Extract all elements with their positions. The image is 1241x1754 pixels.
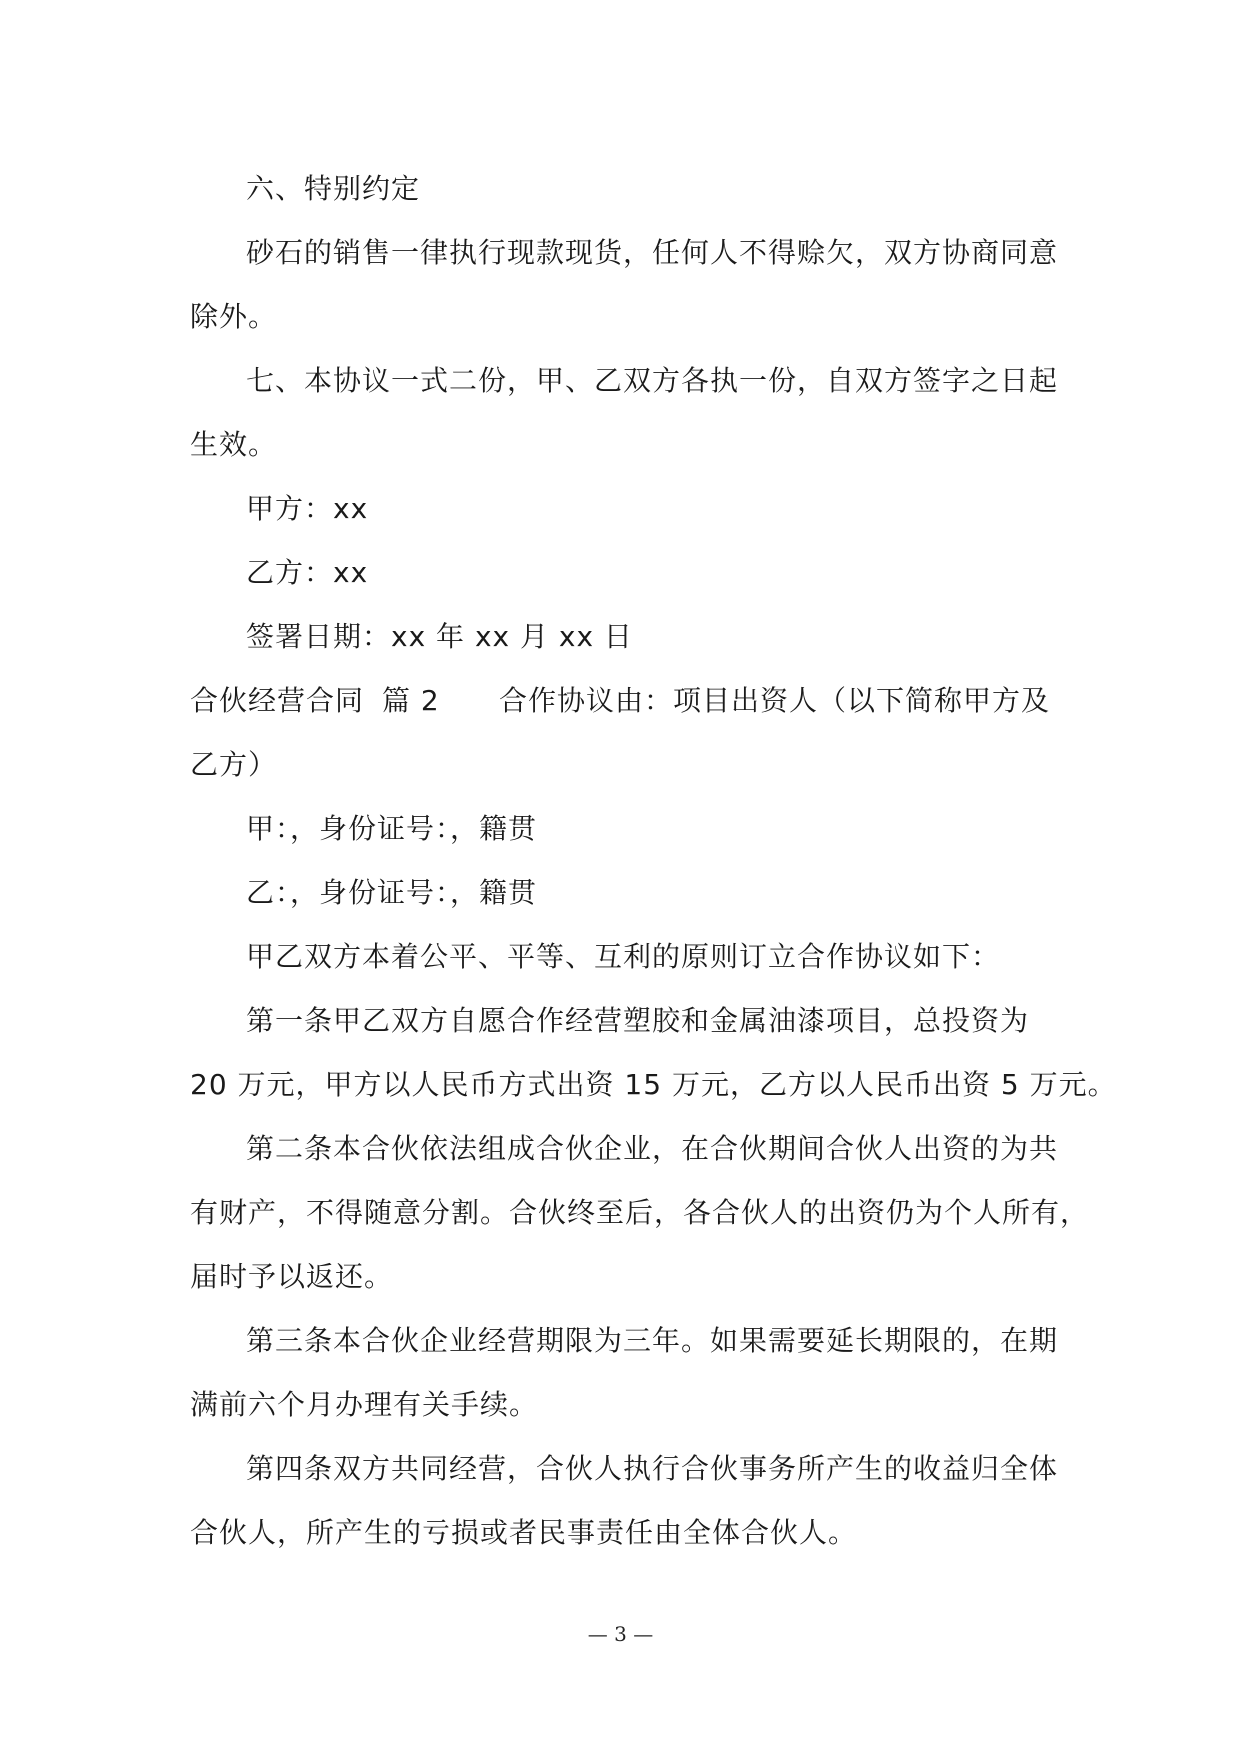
paragraph-line: 砂石的销售一律执行现款现货，任何人不得赊欠，双方协商同意 <box>246 236 1059 269</box>
paragraph-line: 七、本协议一式二份，甲、乙双方各执一份，自双方签字之日起 <box>246 364 1059 397</box>
document-body <box>190 157 1117 1565</box>
party-a-signature-line: 甲方：xx <box>246 492 369 525</box>
contract-intro: 合作协议由：项目出资人（以下简称甲方及 <box>498 684 1050 717</box>
page-number: — 3 — <box>587 1622 654 1646</box>
article-4-line: 合伙人，所产生的亏损或者民事责任由全体合伙人。 <box>190 1516 858 1549</box>
contract-heading-row <box>190 669 1050 733</box>
article-2-line: 届时予以返还。 <box>190 1260 394 1293</box>
contract-section-number: 篇 2 <box>382 684 440 717</box>
article-1-line: 20 万元，甲方以人民币方式出资 15 万元，乙方以人民币出资 5 万元。 <box>190 1068 1117 1101</box>
article-1-line: 第一条甲乙双方自愿合作经营塑胶和金属油漆项目，总投资为 <box>246 1004 1030 1037</box>
article-4-line: 第四条双方共同经营，合伙人执行合伙事务所产生的收益归全体 <box>246 1452 1059 1485</box>
article-3-line: 第三条本合伙企业经营期限为三年。如果需要延长期限的，在期 <box>246 1324 1059 1357</box>
contract-title: 合伙经营合同 <box>190 684 365 717</box>
party-b-signature-line: 乙方：xx <box>246 556 369 589</box>
paragraph-line: 除外。 <box>190 300 278 333</box>
party-b-info-line: 乙：，身份证号：，籍贯 <box>246 876 538 909</box>
article-2-line: 有财产，不得随意分割。合伙终至后，各合伙人的出资仍为个人所有， <box>190 1196 1090 1229</box>
article-2-line: 第二条本合伙依法组成合伙企业，在合伙期间合伙人出资的为共 <box>246 1132 1059 1165</box>
paragraph-line: 甲乙双方本着公平、平等、互利的原则订立合作协议如下： <box>246 940 1001 973</box>
paragraph-line: 生效。 <box>190 428 278 461</box>
paragraph-line: 乙方） <box>190 748 278 781</box>
signing-date-line: 签署日期：xx 年 xx 月 xx 日 <box>246 620 633 653</box>
party-a-info-line: 甲：，身份证号：，籍贯 <box>246 812 538 845</box>
section-heading-special-terms: 六、特别约定 <box>246 172 421 205</box>
article-3-line: 满前六个月办理有关手续。 <box>190 1388 539 1421</box>
